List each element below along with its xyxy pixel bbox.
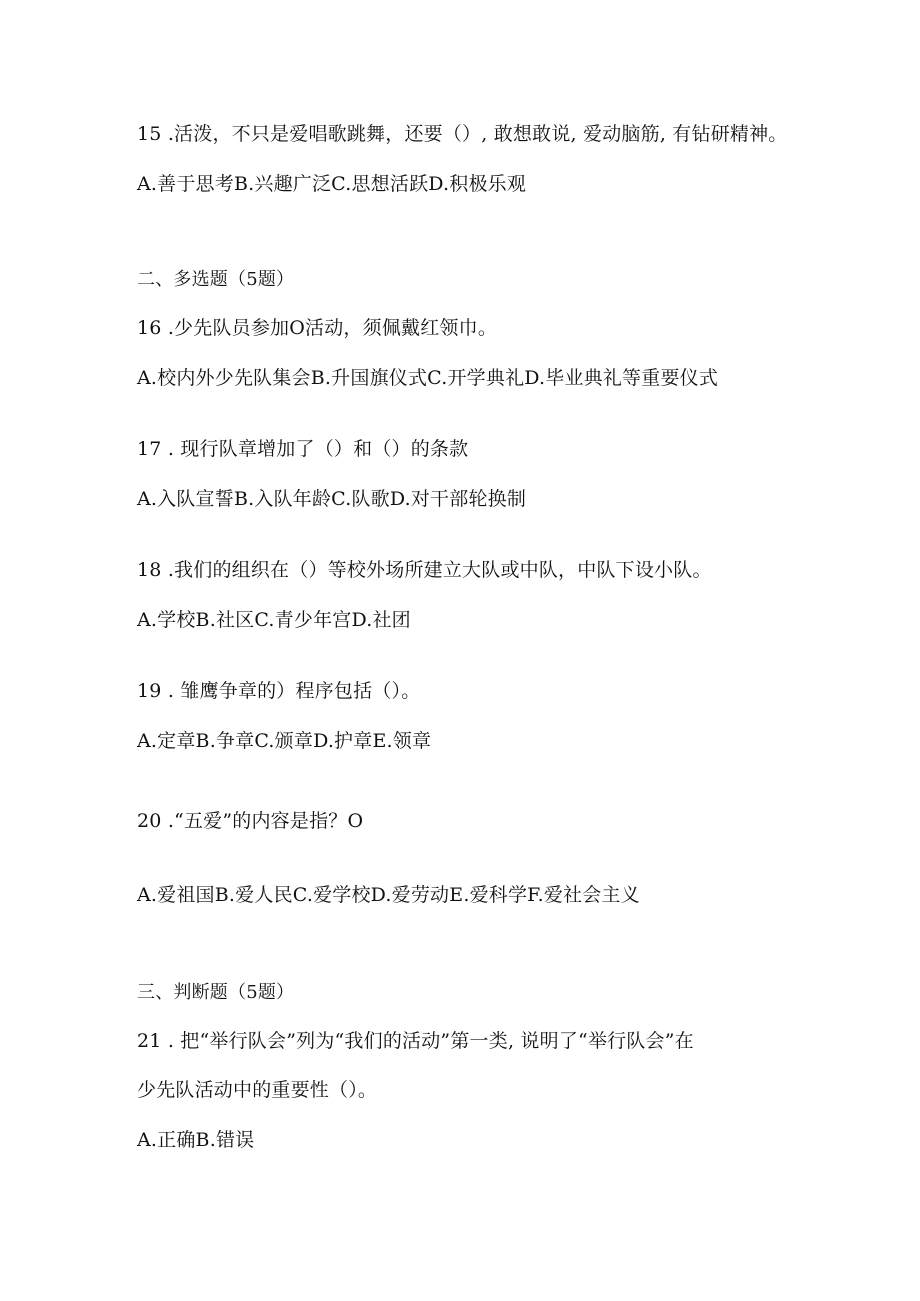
section-heading-multiple-choice: 二、多选题（5题） <box>137 269 295 290</box>
question-18-options: A.学校B.社区C.青少年宫D.社团 <box>137 609 411 631</box>
question-16-text: 16 .少先队员参加O活动，须佩戴红领巾。 <box>137 317 498 339</box>
question-15-options: A.善于思考B.兴趣广泛C.思想活跃D.积极乐观 <box>137 173 527 195</box>
question-21-options: A.正确B.错误 <box>137 1129 255 1151</box>
question-19-options: A.定章B.争章C.颁章D.护章E.领章 <box>137 730 432 752</box>
question-20-text: 20 .“五爱”的内容是指？O <box>137 810 364 832</box>
question-17-options: A.入队宣誓B.入队年龄C.队歌D.对干部轮换制 <box>137 488 527 510</box>
question-17-text: 17 . 现行队章增加了（）和（）的条款 <box>137 438 469 460</box>
question-16-options: A.校内外少先队集会B.升国旗仪式C.开学典礼D.毕业典礼等重要仪式 <box>137 367 719 389</box>
question-21-text-line-2: 少先队活动中的重要性（）。 <box>137 1079 378 1101</box>
section-heading-true-false: 三、判断题（5题） <box>137 982 295 1003</box>
question-15-text: 15 .活泼，不只是爱唱歌跳舞，还要（）, 敢想敢说, 爱动脑筋, 有钻研精神。 <box>137 123 788 145</box>
question-21-text-line-1: 21 . 把“举行队会”列为“我们的活动”第一类, 说明了“举行队会”在 <box>137 1030 694 1052</box>
question-20-options: A.爱祖国B.爱人民C.爱学校D.爱劳动E.爱科学F.爱社会主义 <box>137 884 640 906</box>
question-19-text: 19 . 雏鹰争章的）程序包括（）。 <box>137 680 421 702</box>
question-18-text: 18 .我们的组织在（）等校外场所建立大队或中队，中队下设小队。 <box>137 559 712 581</box>
